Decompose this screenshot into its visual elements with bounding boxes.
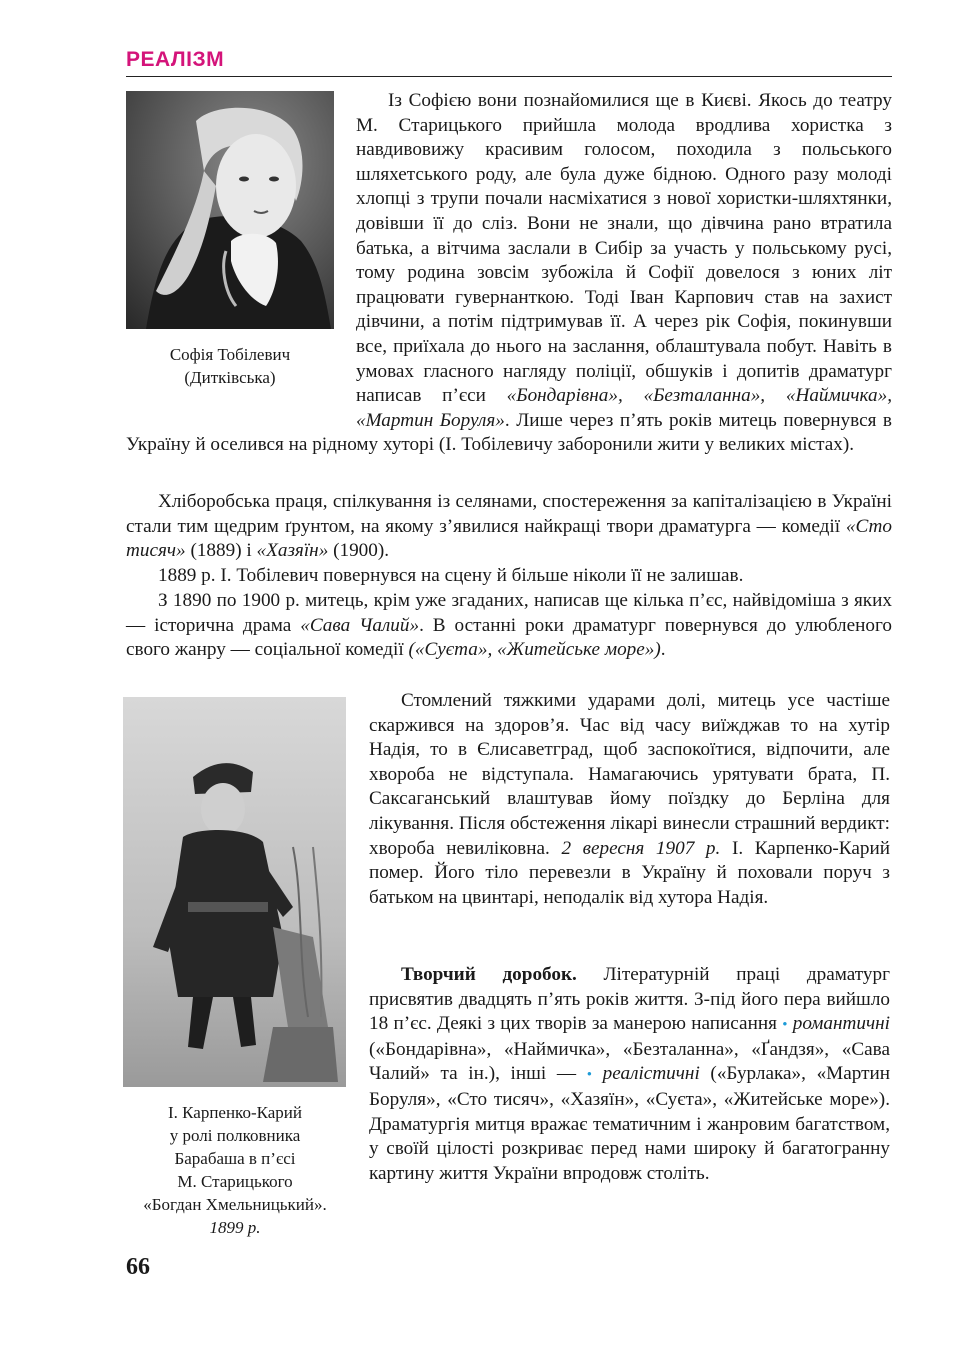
photo-karpenko-karyi [123, 697, 346, 1087]
caption-line: «Богдан Хмельницький». [143, 1195, 327, 1214]
caption-line: І. Карпенко-Карий [168, 1103, 302, 1122]
caption-line: Софія Тобілевич [169, 345, 291, 364]
portrait-image [123, 697, 346, 1087]
header-rule [126, 76, 892, 77]
caption-line: М. Старицького [177, 1172, 293, 1191]
section-title: РЕАЛІЗМ [126, 48, 225, 71]
bullet-icon: • [782, 1017, 788, 1034]
paragraph-creative-legacy: Творчий доробок. Літературній праці драматург присвятив двадцять п’ять років життя. З-під його пера вийшло 18 п’єс. Деякі з цих творів за манерою написання • романтичні («Бондарівна», «Наймичка», «Безталанна», «Ґандзя», «Сава Чалий» та ін.), інші — • реалістичні («Бурлака», «Мартин Боруля», «Сто тисяч», «Хазяїн», «Суєта», «Житейське море»). Драматургія митця вражає тематичним і жанровим багатством, у своїй цілості розкриває перед нами широку й багатогранну картину життя України впродовж століть. [369, 964, 891, 1184]
paragraph-return-to-stage: 1889 р. І. Тобілевич повернувся на сцену й більше ніколи її не залишав. [158, 565, 744, 586]
caption-line: Барабаша в п’єсі [174, 1149, 296, 1168]
paragraph-illness: Стомлений тяжкими ударами долі, митець усе частіше скаржився на здоров’я. Час від часу виїжджав то на хутір Надія, то в Єлисаветград, щоб заспокоїтися, відпочити, але хвороба не відступала. Намагаючись урятувати брата, П. Саксаганський влаштував йому поїздку до Берліна для лікування. Після обстеження лікарі винесли страшний вердикт: хвороба невиліковна. 2 вересня 1907 р. І. Карпенко-Карий помер. Його тіло перевезли в Україну й поховали поруч з батьком на цвинтарі, неподалік від хутора Надія. [369, 690, 890, 908]
paragraph-works-1890-1900: З 1890 по 1900 р. митець, крім уже згаданих, написав ще кілька п’єс, найвідоміша з яких — історична драма «Сава Чалий». В останні роки драматург повернувся до улюбленого свого жанру — соціальної комедії («Суєта», «Житейське море»). [126, 590, 892, 661]
photo2-caption [115, 1101, 355, 1239]
paragraph-capitalization: Хліборобська праця, спілкування із селянами, спостереження за капіталізацією в Україні стали тим щедрим ґрунтом, на якому з’явилися найкращі твори драматурга — комедії «Сто тисяч» (1889) і «Хазяїн» (1900). [126, 491, 892, 562]
caption-year: 1899 р. [209, 1218, 261, 1237]
paragraph-sofia: Із Софією вони познайомилися ще в Києві. Якось до театру М. Старицького прийшла молода вродлива хористка з навдивовижу красивим голосом, походила з польського шляхетського роду, але була дуже бідною. Одного разу молоді хлопці з трупи почали насміхатися з нової хористки-шляхтянки, довівши її до сліз. Вони не знали, що дівчина рано втратила батька, а вітчима заслали в Сибір за участь у польському русі, тому родина зовсім зубожіла й Софії довелося з юних літ працювати гувернанткою. Тоді Іван Карпович став на захист дівчини, а потім підтримував її. А через рік Софія, покинувши все, приїхала до нього на заслання, облаштувала побут. Навіть в умовах гласного нагляду поліції, обшуків і допитів драматург написав п’єси «Бондарівна», «Безталанна», «Наймичка», «Мартин Боруля». Лише через п’ять років митець повернувся в Україну й оселився на рідному хуторі (І. Тобілевичу заборонили жити у великих містах). [126, 90, 892, 456]
float-spacer [126, 89, 356, 409]
bullet-icon: • [586, 1067, 592, 1084]
caption-line: (Дитківська) [184, 368, 276, 387]
page-number: 66 [126, 1254, 150, 1280]
caption-line: у ролі полковника [169, 1126, 301, 1145]
